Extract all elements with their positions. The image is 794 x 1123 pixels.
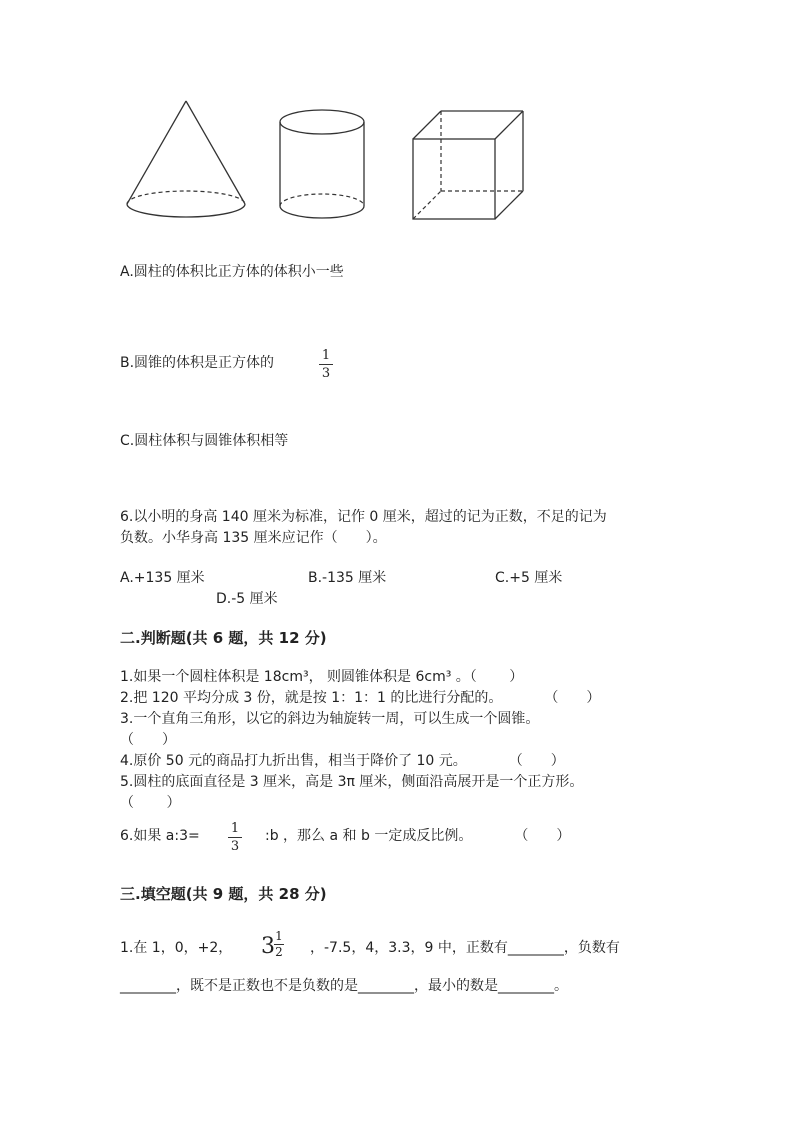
question-6-option-b: B.-135 厘米: [308, 570, 387, 586]
judge-item-6-prefix: 6.如果 a:3=: [120, 828, 200, 844]
mixed-number: [261, 930, 287, 964]
fraction-numerator: 1: [321, 348, 331, 363]
fraction-numerator: 1: [230, 821, 240, 836]
judge-item-2: 2.把 120 平均分成 3 份，就是按 1：1：1 的比进行分配的。 （ ）: [120, 690, 601, 706]
question-6-line2: 负数。小华身高 135 厘米应记作（ ）。: [120, 530, 387, 546]
judge-item-6-suffix: :b ，那么 a 和 b 一定成反比例。 （ ）: [265, 828, 571, 844]
fraction-numerator: 1: [275, 929, 283, 943]
cube-figure: [0, 0, 794, 240]
judge-item-3: 3.一个直角三角形，以它的斜边为轴旋转一周，可以生成一个圆锥。: [120, 711, 540, 727]
section-3-heading: 三.填空题(共 9 题，共 28 分): [120, 885, 327, 903]
question-6-line1: 6.以小明的身高 140 厘米为标准，记作 0 厘米，超过的记为正数，不足的记为: [120, 509, 607, 525]
mixed-whole: 3: [261, 934, 275, 959]
fraction-denominator: 2: [275, 945, 283, 959]
question-6-option-a: A.+135 厘米: [120, 570, 205, 586]
fill-question-1-suffix: ，-7.5，4，3.3，9 中，正数有________，负数有: [310, 940, 620, 956]
fill-question-1-line2: ________，既不是正数也不是负数的是________，最小的数是________。: [120, 978, 568, 994]
fraction-denominator: 3: [321, 366, 331, 381]
judge-item-5-blank: （ ）: [120, 795, 181, 811]
judge-item-4: 4.原价 50 元的商品打九折出售，相当于降价了 10 元。 （ ）: [120, 753, 565, 769]
section-2-heading: 二.判断题(共 6 题，共 12 分): [120, 629, 327, 647]
judge-item-5: 5.圆柱的底面直径是 3 厘米，高是 3π 厘米，侧面沿高展开是一个正方形。: [120, 774, 584, 790]
option-a: A.圆柱的体积比正方体的体积小一些: [120, 264, 344, 280]
option-b: B.圆锥的体积是正方体的: [120, 355, 275, 371]
judge-item-3-blank: （ ）: [120, 732, 176, 748]
fill-question-1-prefix: 1.在 1，0，+2，: [120, 940, 233, 956]
judge-item-1: 1.如果一个圆柱体积是 18cm³， 则圆锥体积是 6cm³ 。（ ）: [120, 669, 524, 685]
mixed-fraction: [274, 930, 284, 959]
question-6-option-c: C.+5 厘米: [495, 570, 563, 586]
question-6-option-d: D.-5 厘米: [216, 591, 278, 607]
option-b-fraction: [319, 348, 333, 381]
judge-item-6-fraction: [228, 821, 242, 854]
fraction-denominator: 3: [230, 839, 240, 854]
option-c: C.圆柱体积与圆锥体积相等: [120, 433, 289, 449]
